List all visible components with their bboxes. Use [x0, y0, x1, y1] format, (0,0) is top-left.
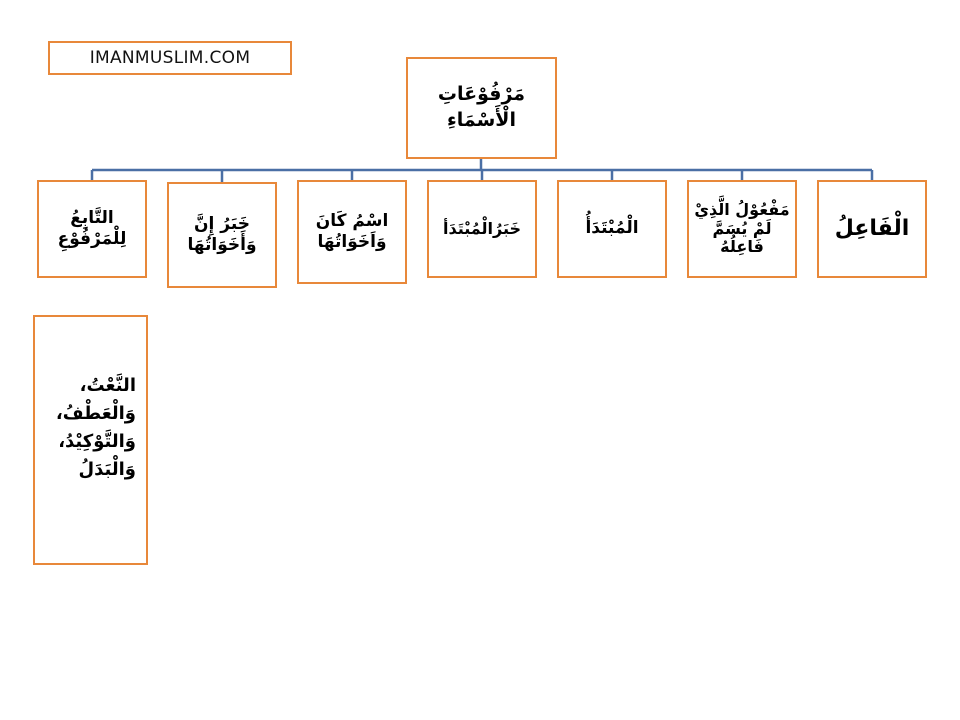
child-label-khabar-inna: خَبَرُ إِنَّ وَأَخَوَاتُهَا [187, 213, 257, 255]
child-node-ism-kana [297, 180, 407, 284]
subtype-item: وَالْعَطْفُ، [55, 402, 136, 424]
child-node-fail [817, 180, 927, 278]
child-label-naib-fail: مَفْعُوْلُ الَّذِيْ لَمْ يُسَمَّ فَاعِلُهُ [694, 200, 790, 257]
child-node-khabar-mubtada [427, 180, 537, 278]
tabi-subtypes-list [56, 372, 136, 484]
subtype-item: وَالتَّوْكِيْدُ، [58, 430, 136, 452]
child-node-tabi [37, 180, 147, 278]
child-node-naib-fail [687, 180, 797, 278]
child-node-mubtada [557, 180, 667, 278]
root-title: مَرْفُوْعَاتِ الْأَسْمَاءِ [437, 83, 526, 131]
child-label-tabi: التَّابِعُ لِلْمَرْفُوْعِ [57, 207, 127, 249]
child-label-mubtada: الْمُبْتَدَأُ [585, 218, 639, 239]
tabi-subtypes-box [33, 315, 148, 565]
child-label-ism-kana: اسْمُ كَانَ وَاَخَوَاتُهَا [315, 210, 389, 252]
child-label-khabar-mubtada: خَبَرُالْمُبْتَدَأ [442, 219, 522, 238]
root-node [406, 57, 557, 159]
site-label: IMANMUSLIM.COM [48, 41, 292, 75]
subtype-item: النَّعْتُ، [79, 375, 136, 396]
child-label-fail: الْفَاعِلُ [834, 216, 910, 242]
subtype-item: وَالْبَدَلُ [78, 458, 136, 480]
child-node-khabar-inna [167, 182, 277, 288]
